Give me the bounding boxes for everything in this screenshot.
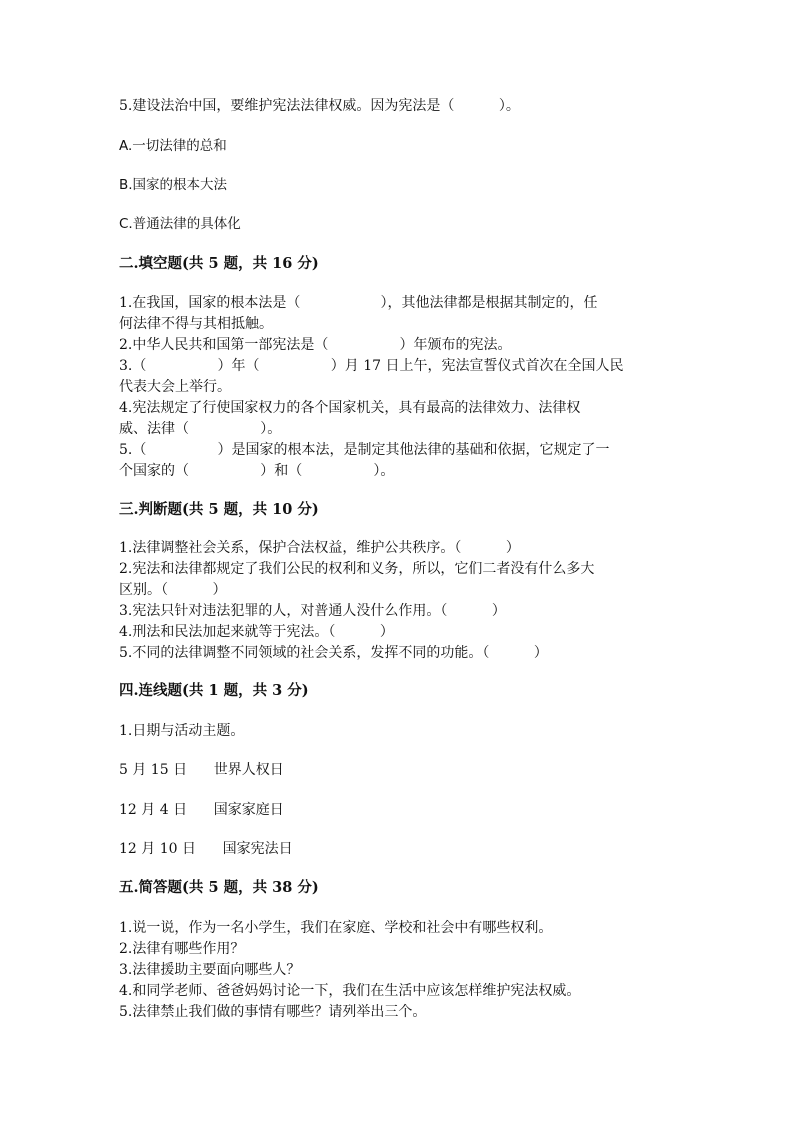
section-5-line: 5.法律禁止我们做的事情有哪些？请列举出三个。 — [119, 1004, 427, 1020]
section-2-line: 5.（ ）是国家的根本法，是制定其他法律的基础和依据，它规定了一 — [119, 442, 610, 458]
section-5-line: 3.法律援助主要面向哪些人？ — [119, 962, 301, 978]
section-2-line: 个国家的（ ）和（ ）。 — [119, 463, 395, 479]
question-5-stem: 5.建设法治中国，要维护宪法法律权威。因为宪法是（ ）。 — [119, 98, 520, 114]
section-3-title: 三.判断题(共 5 题，共 10 分) — [119, 501, 319, 518]
option-b: B.国家的根本大法 — [119, 177, 228, 193]
option-c: C.普通法律的具体化 — [119, 216, 241, 232]
section-3-line: 1.法律调整社会关系，保护合法权益，维护公共秩序。（ ） — [119, 540, 520, 556]
section-3-line: 2.宪法和法律都规定了我们公民的权利和义务，所以，它们二者没有什么多大 — [119, 561, 595, 577]
section-4-title: 四.连线题(共 1 题，共 3 分) — [119, 682, 309, 699]
section-2-line: 2.中华人民共和国第一部宪法是（ ）年颁布的宪法。 — [119, 337, 512, 353]
section-3-line: 区别。（ ） — [119, 582, 227, 598]
section-2-line: 何法律不得与其相抵触。 — [119, 316, 273, 332]
section-2-title: 二.填空题(共 5 题，共 16 分) — [119, 255, 319, 272]
option-a: A.一切法律的总和 — [119, 138, 227, 154]
match-row: 12 月 4 日 国家家庭日 — [119, 802, 284, 818]
section-5-line: 1.说一说，作为一名小学生，我们在家庭、学校和社会中有哪些权利。 — [119, 920, 553, 936]
match-row: 12 月 10 日 国家宪法日 — [119, 841, 293, 857]
section-2-line: 1.在我国，国家的根本法是（ ），其他法律都是根据其制定的，任 — [119, 295, 598, 311]
section-3-line: 4.刑法和民法加起来就等于宪法。（ ） — [119, 624, 394, 640]
section-2-line: 4.宪法规定了行使国家权力的各个国家机关，具有最高的法律效力、法律权 — [119, 400, 581, 416]
section-2-line: 3.（ ）年（ ）月 17 日上午，宪法宣誓仪式首次在全国人民 — [119, 358, 624, 374]
section-4-question: 1.日期与活动主题。 — [119, 723, 245, 739]
section-5-line: 4.和同学老师、爸爸妈妈讨论一下，我们在生活中应该怎样维护宪法权威。 — [119, 983, 581, 999]
section-5-line: 2.法律有哪些作用？ — [119, 941, 245, 957]
section-2-line: 代表大会上举行。 — [119, 379, 231, 395]
section-5-title: 五.简答题(共 5 题，共 38 分) — [119, 879, 319, 896]
section-2-line: 威、法律（ ）。 — [119, 421, 282, 437]
section-3-line: 3.宪法只针对违法犯罪的人，对普通人没什么作用。（ ） — [119, 603, 506, 619]
match-row: 5 月 15 日 世界人权日 — [119, 762, 284, 778]
section-3-line: 5.不同的法律调整不同领域的社会关系，发挥不同的功能。（ ） — [119, 645, 548, 661]
